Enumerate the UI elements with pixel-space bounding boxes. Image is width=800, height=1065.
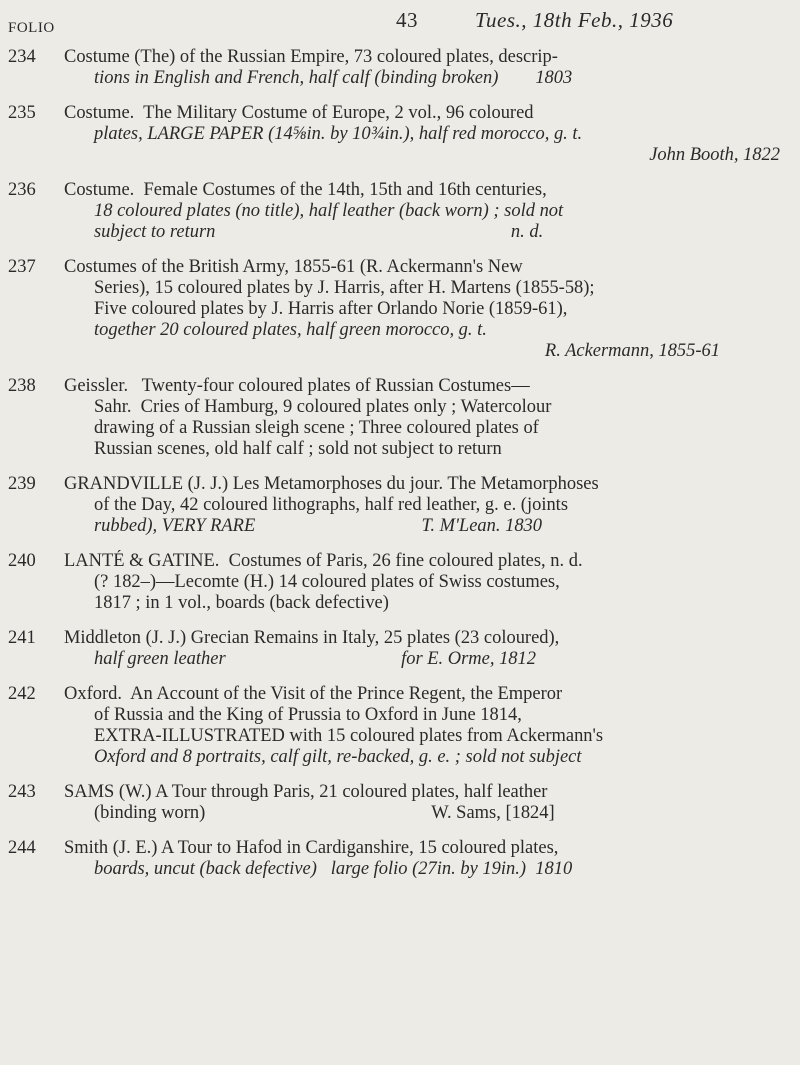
lot-line: 18 coloured plates (no title), half leather (back worn) ; sold not	[94, 200, 564, 220]
lot-line: Middleton (J. J.) Grecian Remains in Italy, 25 plates (23 coloured),	[64, 627, 560, 647]
lot-description	[64, 375, 780, 459]
lot-line: of Russia and the King of Prussia to Oxford in June 1814,	[94, 704, 522, 724]
page-number: 43	[396, 8, 418, 32]
lot-description	[64, 627, 780, 669]
lot-line: (binding worn) W. Sams, [1824]	[94, 802, 555, 822]
lot-line: John Booth, 1822	[649, 144, 780, 164]
lot-line: EXTRA-ILLUSTRATED with 15 coloured plates from Ackermann's	[94, 725, 604, 745]
page-header	[0, 8, 800, 38]
lot-number: 234	[8, 46, 36, 66]
lot-line: together 20 coloured plates, half green morocco, g. t.	[94, 319, 487, 339]
lot-line: Geissler. Twenty-four coloured plates of Russian Costumes—	[64, 375, 530, 395]
lot-line: subject to return n. d.	[94, 221, 544, 241]
lot-line: Five coloured plates by J. Harris after Orlando Norie (1859-61),	[94, 298, 568, 318]
lot-description	[64, 781, 780, 823]
lot-line: Costume. The Military Costume of Europe, 2 vol., 96 coloured	[64, 102, 534, 122]
lot-description	[64, 683, 780, 767]
lot-line: of the Day, 42 coloured lithographs, half red leather, g. e. (joints	[94, 494, 568, 514]
lot-number: 239	[8, 473, 36, 493]
lot-description	[64, 473, 780, 536]
lot-line: LANTÉ & GATINE. Costumes of Paris, 26 fine coloured plates, n. d.	[64, 550, 583, 570]
folio-label: FOLIO	[8, 20, 55, 36]
lot-line: Oxford. An Account of the Visit of the Prince Regent, the Emperor	[64, 683, 563, 703]
lot-line: Russian scenes, old half calf ; sold not subject to return	[94, 438, 502, 458]
lot-line: half green leather for E. Orme, 1812	[94, 648, 537, 668]
lot-number: 237	[8, 256, 36, 276]
lot-line: Costume (The) of the Russian Empire, 73 coloured plates, descrip-	[64, 46, 558, 66]
lot-number: 236	[8, 179, 36, 199]
lot-line: GRANDVILLE (J. J.) Les Metamorphoses du jour. The Metamorphoses	[64, 473, 599, 493]
lot-line: Oxford and 8 portraits, calf gilt, re-backed, g. e. ; sold not subject	[94, 746, 582, 766]
lot-line: plates, LARGE PAPER (14⅝in. by 10¾in.), half red morocco, g. t.	[94, 123, 583, 143]
lot-line: Sahr. Cries of Hamburg, 9 coloured plates only ; Watercolour	[94, 396, 552, 416]
sale-date: Tues., 18th Feb., 1936	[475, 8, 674, 32]
lot-line: tions in English and French, half calf (binding broken) 1803	[94, 67, 573, 87]
lot-description	[64, 46, 780, 88]
lot-number: 244	[8, 837, 36, 857]
lot-number: 241	[8, 627, 36, 647]
lot-line: 1817 ; in 1 vol., boards (back defective)	[94, 592, 389, 612]
lot-description	[64, 550, 780, 613]
lot-number: 235	[8, 102, 36, 122]
lot-number: 242	[8, 683, 36, 703]
lot-line: Costumes of the British Army, 1855-61 (R. Ackermann's New	[64, 256, 523, 276]
lot-number: 238	[8, 375, 36, 395]
lot-line: Costume. Female Costumes of the 14th, 15th and 16th centuries,	[64, 179, 547, 199]
lot-number: 240	[8, 550, 36, 570]
lot-line: SAMS (W.) A Tour through Paris, 21 coloured plates, half leather	[64, 781, 548, 801]
lot-number: 243	[8, 781, 36, 801]
lot-description	[64, 179, 780, 242]
lot-line: drawing of a Russian sleigh scene ; Three coloured plates of	[94, 417, 539, 437]
lot-description	[64, 837, 780, 879]
lot-line: (? 182–)—Lecomte (H.) 14 coloured plates of Swiss costumes,	[94, 571, 560, 591]
lot-line: Series), 15 coloured plates by J. Harris, after H. Martens (1855-58);	[94, 277, 595, 297]
lot-description	[64, 102, 780, 165]
lot-line: rubbed), VERY RARE T. M'Lean. 1830	[94, 515, 543, 535]
lot-line: boards, uncut (back defective) large folio (27in. by 19in.) 1810	[94, 858, 573, 878]
lot-description	[64, 256, 780, 361]
lot-line: R. Ackermann, 1855-61	[544, 340, 720, 360]
lot-line: Smith (J. E.) A Tour to Hafod in Cardiganshire, 15 coloured plates,	[64, 837, 559, 857]
